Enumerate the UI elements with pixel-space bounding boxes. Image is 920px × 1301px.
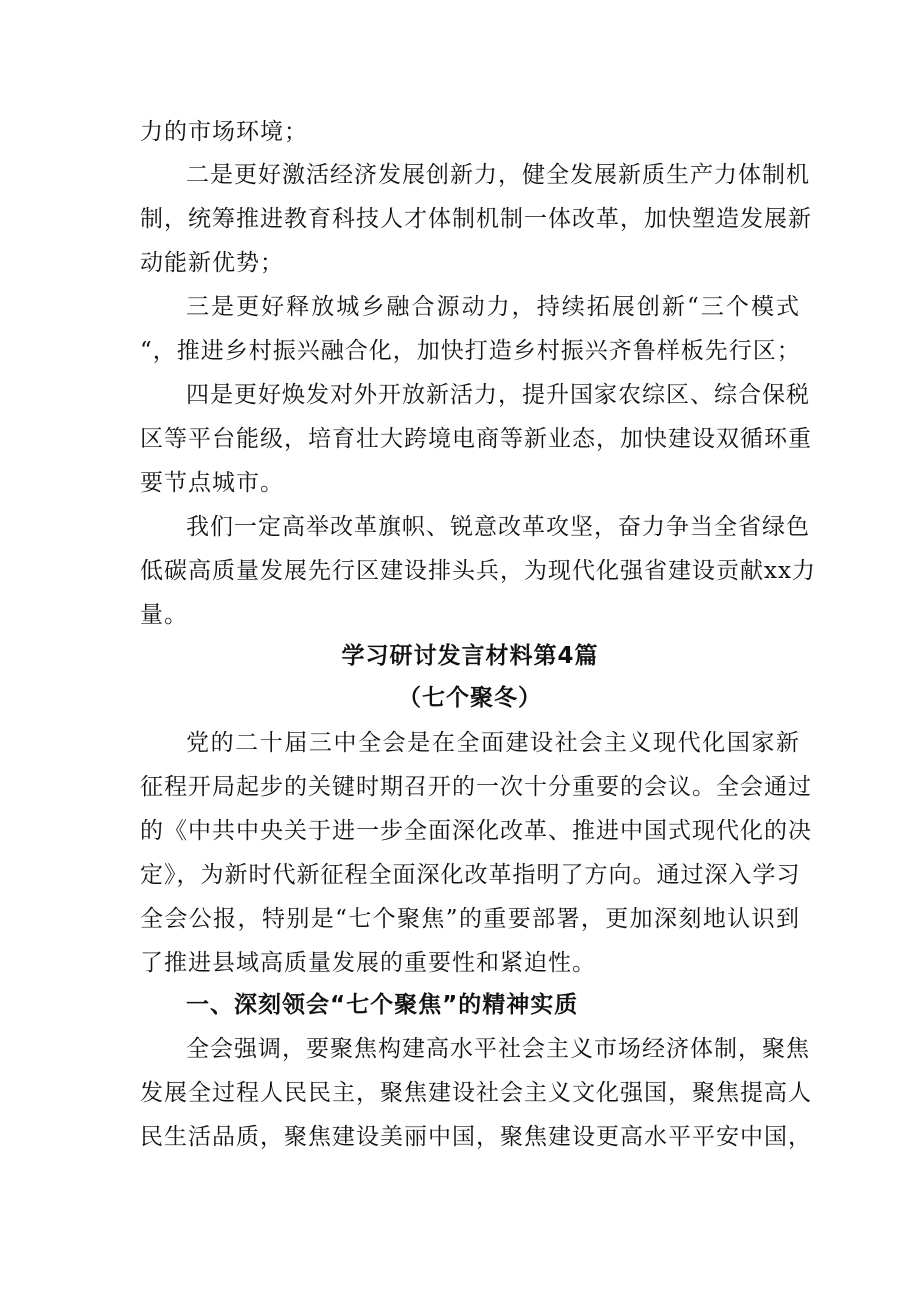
paragraph-start-line: 二是更好激活经济发展创新力，健全发展新质生产力体制机 [186,162,810,188]
text-line: 要节点城市。 [140,470,284,496]
paragraph-start-line: 三是更好释放城乡融合源动力，持续拓展创新“三个模式 [186,294,800,320]
section-subtitle: （七个聚冬） [398,685,542,711]
text-line: 了推进县域高质量发展的重要性和紧迫性。 [140,950,596,976]
section-heading: 一、深刻领会“七个聚焦”的精神实质 [186,992,579,1018]
text-line: 民生活品质，聚焦建设美丽中国，聚焦建设更高水平平安中国， [140,1124,812,1150]
paragraph-start-line: 党的二十届三中全会是在全面建设社会主义现代化国家新 [186,730,800,756]
text-line: 的《中共中央关于进一步全面深化改革、推进中国式现代化的决 [140,818,812,844]
paragraph-start-line: 四是更好焕发对外开放新活力，提升国家农综区、综合保税 [186,382,810,408]
text-line: 发展全过程人民民主，聚焦建设社会主义文化强国，聚焦提高人 [140,1080,812,1106]
text-line: 量。 [140,602,188,628]
text-line: 力的市场环境； [140,119,308,145]
text-line: 定》，为新时代新征程全面深化改革指明了方向。通过深入学习 [140,862,801,888]
text-line: 低碳高质量发展先行区建设排头兵，为现代化强省建设贡献xx力 [140,558,816,584]
paragraph-start-line: 我们一定高举改革旗帜、锐意改革攻坚，奋力争当全省绿色 [186,514,810,540]
text-line: 全会公报，特别是“七个聚焦”的重要部署，更加深刻地认识到 [140,906,800,932]
text-line: “，推进乡村振兴融合化，加快打造乡村振兴齐鲁样板先行区； [140,338,801,364]
text-line: 征程开局起步的关键时期召开的一次十分重要的会议。全会通过 [140,774,812,800]
section-title: 学习研讨发言材料第4篇 [341,643,599,669]
paragraph-start-line: 全会强调，要聚焦构建高水平社会主义市场经济体制，聚焦 [186,1036,810,1062]
text-line: 区等平台能级，培育壮大跨境电商等新业态，加快建设双循环重 [140,426,812,452]
text-line: 动能新优势； [140,250,284,276]
text-line: 制，统筹推进教育科技人才体制机制一体改革，加快塑造发展新 [140,206,812,232]
